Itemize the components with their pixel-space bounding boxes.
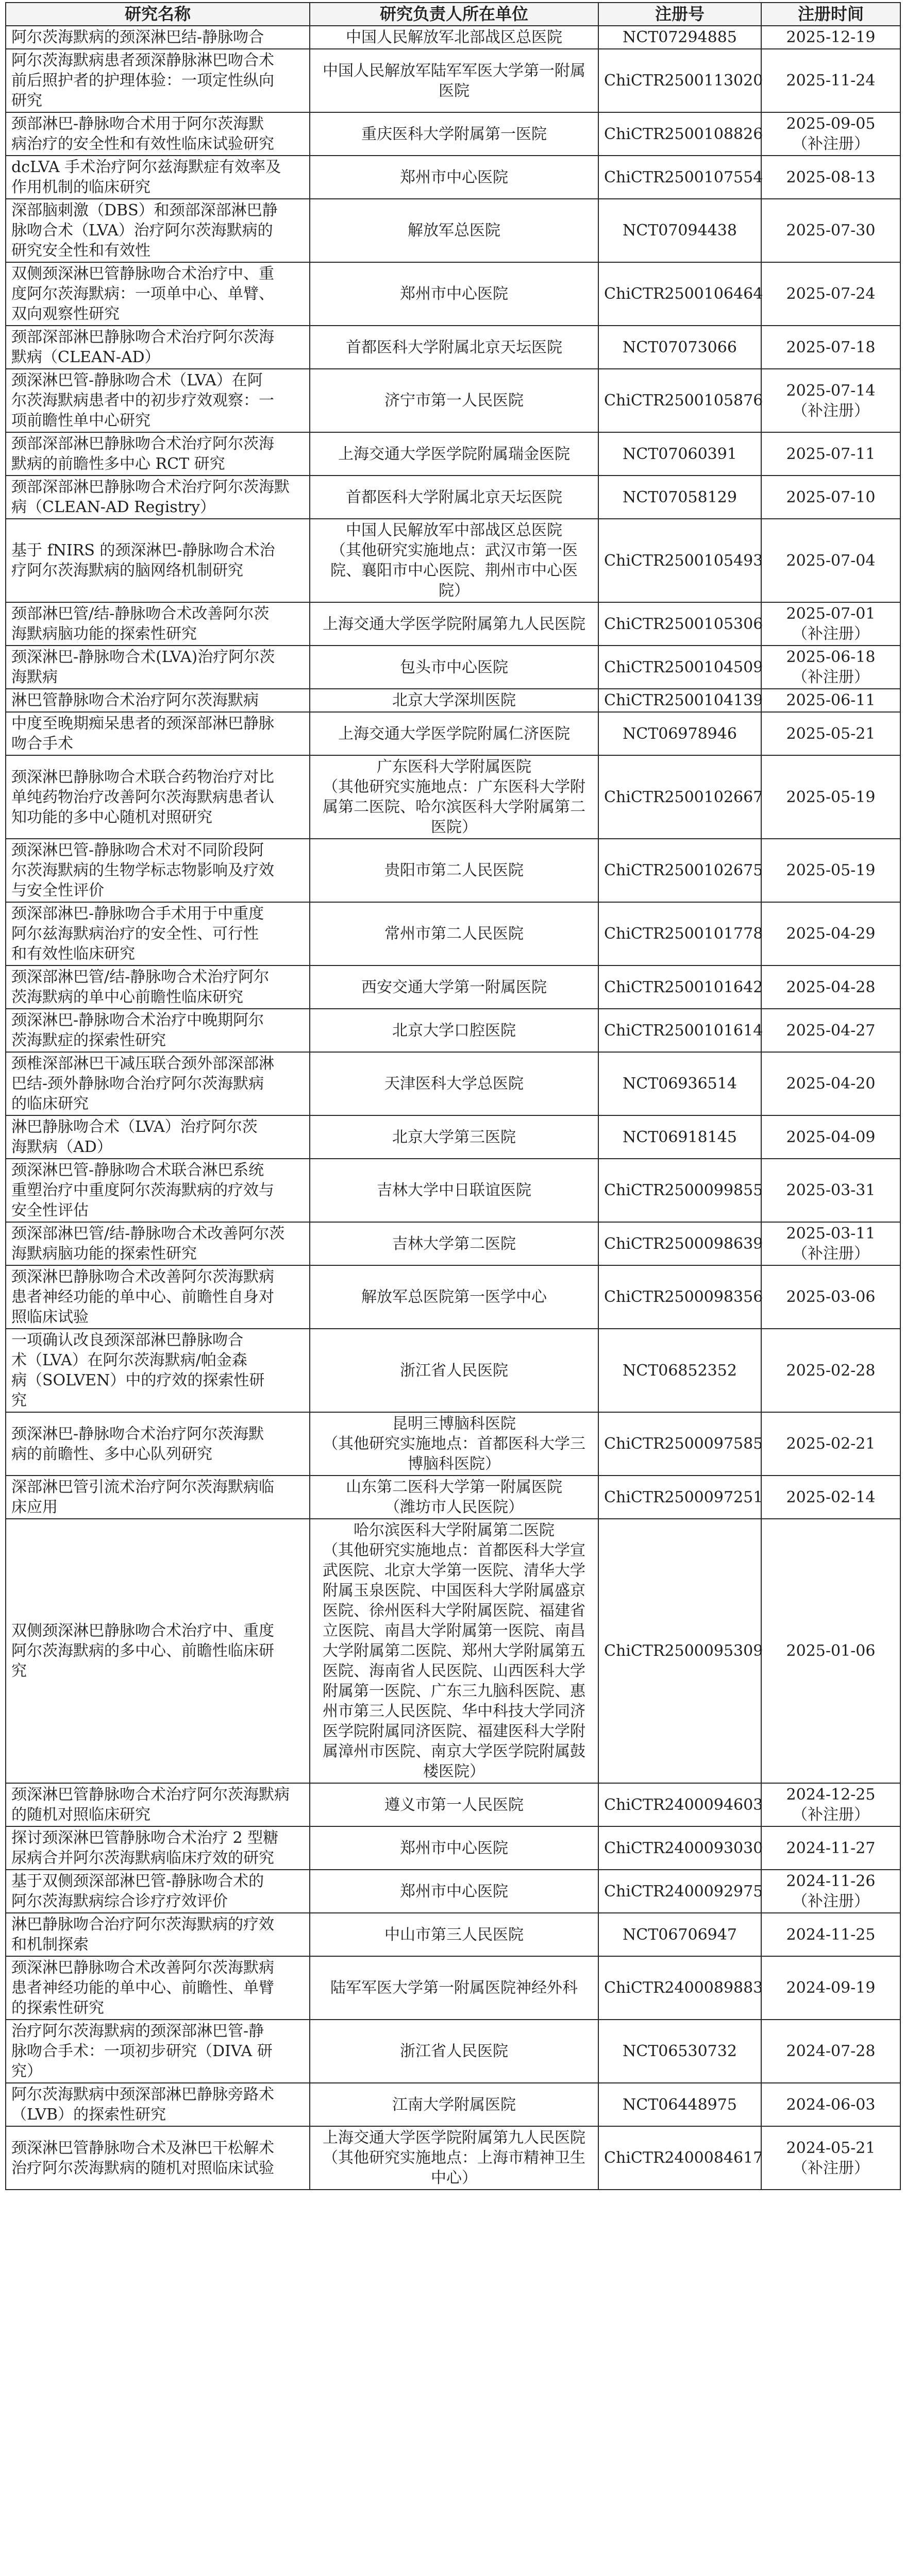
institution-cell: 中国人民解放军中部战区总医院 （其他研究实施地点：武汉市第一医 院、襄阳市中心医院、荆州市中心医 院） <box>310 519 598 602</box>
study-name-cell: dcLVA 手术治疗阿尔兹海默症有效率及 作用机制的临床研究 <box>6 156 310 199</box>
study-name-cell: 一项确认改良颈深部淋巴静脉吻合 术（LVA）在阿尔茨海默病/帕金森 病（SOLVEN）中的疗效的探索性研 究 <box>6 1329 310 1412</box>
registration-number-cell: NCT06530732 <box>598 2020 761 2083</box>
table-row <box>6 1913 900 1956</box>
study-name-cell: 基于 fNIRS 的颈深淋巴-静脉吻合术治 疗阿尔茨海默病的脑网络机制研究 <box>6 519 310 602</box>
registration-date-cell: 2025-09-05 （补注册） <box>761 112 900 156</box>
registration-number-cell: NCT07094438 <box>598 199 761 262</box>
institution-cell: 首都医科大学附属北京天坛医院 <box>310 326 598 369</box>
table-row <box>6 712 900 755</box>
table-row <box>6 26 900 49</box>
registration-date-cell: 2025-05-19 <box>761 839 900 902</box>
registration-number-cell: ChiCTR2500095309 <box>598 1519 761 1783</box>
registration-date-cell: 2025-02-14 <box>761 1476 900 1519</box>
study-name-cell: 颈深淋巴静脉吻合术联合药物治疗对比 单纯药物治疗改善阿尔茨海默病患者认 知功能的多中心随机对照研究 <box>6 755 310 839</box>
table-row <box>6 1265 900 1329</box>
registration-date-cell: 2025-04-20 <box>761 1052 900 1115</box>
study-name-cell: 中度至晚期痴呆患者的颈深部淋巴静脉 吻合手术 <box>6 712 310 755</box>
table-row <box>6 369 900 432</box>
table-row <box>6 1412 900 1476</box>
institution-cell: 哈尔滨医科大学附属第二医院 （其他研究实施地点：首都医科大学宣 武医院、北京大学第一医院、清华大学 附属玉泉医院、中国医科大学附属盛京 医院、徐州医科大学附属医院、福建省 立医院、南昌大学附属第一医院、南昌 大学附属第二医院、郑州大学附属第五 医院、海南省人民医院、山西医科大学 附属第一医院、广东三九脑科医院、惠 州市第三人民医院、华中科技大学同济 医学院附属同济医院、福建医科大学附 属漳州市医院、南京大学医学院附属鼓 楼医院） <box>310 1519 598 1783</box>
registration-number-cell: NCT06918145 <box>598 1115 761 1159</box>
institution-cell: 吉林大学中日联谊医院 <box>310 1159 598 1222</box>
table-body <box>6 26 900 2190</box>
registration-number-cell: NCT06706947 <box>598 1913 761 1956</box>
table-row <box>6 902 900 965</box>
table-row <box>6 1009 900 1052</box>
registration-number-cell: ChiCTR2500102667 <box>598 755 761 839</box>
table-row <box>6 326 900 369</box>
table-row <box>6 839 900 902</box>
study-name-cell: 颈深淋巴管-静脉吻合术（LVA）在阿 尔茨海默病患者中的初步疗效观察：一 项前瞻性单中心研究 <box>6 369 310 432</box>
table-header-row <box>6 3 900 26</box>
institution-cell: 吉林大学第二医院 <box>310 1222 598 1265</box>
registration-date-cell: 2025-06-11 <box>761 689 900 712</box>
study-name-cell: 颈椎深部淋巴干减压联合颈外部深部淋 巴结-颈外静脉吻合治疗阿尔茨海默病 的临床研究 <box>6 1052 310 1115</box>
registration-date-cell: 2025-08-13 <box>761 156 900 199</box>
registration-date-cell: 2024-11-25 <box>761 1913 900 1956</box>
registration-date-cell: 2025-07-24 <box>761 262 900 326</box>
registration-number-cell: NCT07294885 <box>598 26 761 49</box>
table-row <box>6 2020 900 2083</box>
study-name-cell: 淋巴静脉吻合治疗阿尔茨海默病的疗效 和机制探索 <box>6 1913 310 1956</box>
header-study-name: 研究名称 <box>6 3 310 26</box>
registration-date-cell: 2025-02-28 <box>761 1329 900 1412</box>
study-name-cell: 淋巴静脉吻合术（LVA）治疗阿尔茨 海默病（AD） <box>6 1115 310 1159</box>
table-row <box>6 476 900 519</box>
table-row <box>6 689 900 712</box>
registration-number-cell: ChiCTR2500105876 <box>598 369 761 432</box>
registration-date-cell: 2025-03-06 <box>761 1265 900 1329</box>
registration-number-cell: ChiCTR2500098639 <box>598 1222 761 1265</box>
study-name-cell: 双侧颈深淋巴静脉吻合术治疗中、重度 阿尔茨海默病的多中心、前瞻性临床研 究 <box>6 1519 310 1783</box>
registration-number-cell: ChiCTR2500101778 <box>598 902 761 965</box>
table-row <box>6 1870 900 1913</box>
registration-date-cell: 2025-04-09 <box>761 1115 900 1159</box>
registration-number-cell: ChiCTR2400094603 <box>598 1783 761 1826</box>
institution-cell: 江南大学附属医院 <box>310 2083 598 2126</box>
registration-date-cell: 2025-01-06 <box>761 1519 900 1783</box>
study-name-cell: 颈深部淋巴管/结-静脉吻合术改善阿尔茨 海默病脑功能的探索性研究 <box>6 1222 310 1265</box>
registration-date-cell: 2025-07-30 <box>761 199 900 262</box>
institution-cell: 中国人民解放军北部战区总医院 <box>310 26 598 49</box>
study-name-cell: 颈深淋巴-静脉吻合术(LVA)治疗阿尔茨 海默病 <box>6 646 310 689</box>
institution-cell: 上海交通大学医学院附属第九人民医院 （其他研究实施地点：上海市精神卫生 中心） <box>310 2126 598 2190</box>
institution-cell: 中国人民解放军陆军军医大学第一附属 医院 <box>310 49 598 112</box>
registration-date-cell: 2025-07-10 <box>761 476 900 519</box>
registration-number-cell: ChiCTR2400092975 <box>598 1870 761 1913</box>
registration-number-cell: NCT07060391 <box>598 432 761 476</box>
institution-cell: 遵义市第一人民医院 <box>310 1783 598 1826</box>
registration-date-cell: 2025-03-11 （补注册） <box>761 1222 900 1265</box>
institution-cell: 解放军总医院第一医学中心 <box>310 1265 598 1329</box>
registration-number-cell: ChiCTR2400093030 <box>598 1826 761 1870</box>
study-name-cell: 颈深淋巴静脉吻合术改善阿尔茨海默病 患者神经功能的单中心、前瞻性自身对 照临床试验 <box>6 1265 310 1329</box>
registration-number-cell: NCT06978946 <box>598 712 761 755</box>
registration-number-cell: ChiCTR2500101642 <box>598 965 761 1009</box>
registration-number-cell: ChiCTR2500106464 <box>598 262 761 326</box>
table-row <box>6 156 900 199</box>
table-row <box>6 1329 900 1412</box>
study-name-cell: 基于双侧颈深部淋巴管-静脉吻合术的 阿尔茨海默病综合诊疗疗效评价 <box>6 1870 310 1913</box>
institution-cell: 济宁市第一人民医院 <box>310 369 598 432</box>
table-row <box>6 965 900 1009</box>
institution-cell: 首都医科大学附属北京天坛医院 <box>310 476 598 519</box>
registration-date-cell: 2025-12-19 <box>761 26 900 49</box>
institution-cell: 北京大学口腔医院 <box>310 1009 598 1052</box>
table-row <box>6 2083 900 2126</box>
registration-number-cell: NCT06852352 <box>598 1329 761 1412</box>
table-row <box>6 49 900 112</box>
study-name-cell: 颈部深部淋巴静脉吻合术治疗阿尔茨海 默病（CLEAN-AD） <box>6 326 310 369</box>
registration-number-cell: ChiCTR2500101614 <box>598 1009 761 1052</box>
institution-cell: 西安交通大学第一附属医院 <box>310 965 598 1009</box>
registration-number-cell: ChiCTR2500104509 <box>598 646 761 689</box>
study-name-cell: 颈深淋巴管静脉吻合术及淋巴干松解术 治疗阿尔茨海默病的随机对照临床试验 <box>6 2126 310 2190</box>
institution-cell: 郑州市中心医院 <box>310 1826 598 1870</box>
table-row <box>6 199 900 262</box>
institution-cell: 重庆医科大学附属第一医院 <box>310 112 598 156</box>
study-name-cell: 颈部淋巴-静脉吻合术用于阿尔茨海默 病治疗的安全性和有效性临床试验研究 <box>6 112 310 156</box>
table-row <box>6 1159 900 1222</box>
registration-date-cell: 2025-07-11 <box>761 432 900 476</box>
institution-cell: 解放军总医院 <box>310 199 598 262</box>
table-row <box>6 646 900 689</box>
table-row <box>6 262 900 326</box>
table-row <box>6 1476 900 1519</box>
registration-number-cell: ChiCTR2500097585 <box>598 1412 761 1476</box>
registration-date-cell: 2024-11-27 <box>761 1826 900 1870</box>
study-name-cell: 颈深淋巴-静脉吻合术治疗阿尔茨海默 病的前瞻性、多中心队列研究 <box>6 1412 310 1476</box>
institution-cell: 上海交通大学医学院附属瑞金医院 <box>310 432 598 476</box>
registration-number-cell: ChiCTR2500104139 <box>598 689 761 712</box>
study-name-cell: 颈深淋巴管静脉吻合术治疗阿尔茨海默病 的随机对照临床研究 <box>6 1783 310 1826</box>
institution-cell: 北京大学第三医院 <box>310 1115 598 1159</box>
registration-date-cell: 2025-02-21 <box>761 1412 900 1476</box>
registration-date-cell: 2025-05-21 <box>761 712 900 755</box>
table-row <box>6 112 900 156</box>
study-name-cell: 探讨颈深淋巴管静脉吻合术治疗 2 型糖 尿病合并阿尔茨海默病临床疗效的研究 <box>6 1826 310 1870</box>
registration-date-cell: 2025-07-18 <box>761 326 900 369</box>
study-name-cell: 颈深淋巴-静脉吻合术治疗中晚期阿尔 茨海默症的探索性研究 <box>6 1009 310 1052</box>
registration-number-cell: ChiCTR2500105493 <box>598 519 761 602</box>
registration-number-cell: ChiCTR2500099855 <box>598 1159 761 1222</box>
study-name-cell: 阿尔茨海默病患者颈深静脉淋巴吻合术 前后照护者的护理体验：一项定性纵向 研究 <box>6 49 310 112</box>
registration-number-cell: ChiCTR2500102675 <box>598 839 761 902</box>
study-name-cell: 颈深淋巴管-静脉吻合术对不同阶段阿 尔茨海默病的生物学标志物影响及疗效 与安全性评价 <box>6 839 310 902</box>
registration-date-cell: 2024-11-26 （补注册） <box>761 1870 900 1913</box>
institution-cell: 上海交通大学医学院附属仁济医院 <box>310 712 598 755</box>
registration-date-cell: 2025-06-18 （补注册） <box>761 646 900 689</box>
institution-cell: 中山市第三人民医院 <box>310 1913 598 1956</box>
institution-cell: 陆军军医大学第一附属医院神经外科 <box>310 1956 598 2020</box>
study-name-cell: 颈深部淋巴管/结-静脉吻合术治疗阿尔 茨海默病的单中心前瞻性临床研究 <box>6 965 310 1009</box>
institution-cell: 郑州市中心医院 <box>310 1870 598 1913</box>
table-row <box>6 1115 900 1159</box>
table-row <box>6 1519 900 1783</box>
header-registration-date: 注册时间 <box>761 3 900 26</box>
registration-number-cell: ChiCTR2400084617 <box>598 2126 761 2190</box>
table-row <box>6 2126 900 2190</box>
study-name-cell: 阿尔茨海默病的颈深淋巴结-静脉吻合 <box>6 26 310 49</box>
table-row <box>6 1826 900 1870</box>
registration-date-cell: 2024-09-19 <box>761 1956 900 2020</box>
institution-cell: 天津医科大学总医院 <box>310 1052 598 1115</box>
registration-date-cell: 2024-05-21 （补注册） <box>761 2126 900 2190</box>
registration-number-cell: ChiCTR2500108826 <box>598 112 761 156</box>
institution-cell: 浙江省人民医院 <box>310 1329 598 1412</box>
table-row <box>6 602 900 646</box>
registration-number-cell: ChiCTR2500107554 <box>598 156 761 199</box>
registration-number-cell: ChiCTR2500105306 <box>598 602 761 646</box>
registration-date-cell: 2025-05-19 <box>761 755 900 839</box>
study-name-cell: 颈部淋巴管/结-静脉吻合术改善阿尔茨 海默病脑功能的探索性研究 <box>6 602 310 646</box>
study-name-cell: 颈部深部淋巴静脉吻合术治疗阿尔茨海 默病的前瞻性多中心 RCT 研究 <box>6 432 310 476</box>
institution-cell: 山东第二医科大学第一附属医院 （潍坊市人民医院） <box>310 1476 598 1519</box>
registration-date-cell: 2025-11-24 <box>761 49 900 112</box>
table-row <box>6 519 900 602</box>
institution-cell: 郑州市中心医院 <box>310 156 598 199</box>
table-row <box>6 1052 900 1115</box>
trial-registry-table <box>5 2 901 2190</box>
study-name-cell: 治疗阿尔茨海默病的颈深部淋巴管-静 脉吻合手术：一项初步研究（DIVA 研 究） <box>6 2020 310 2083</box>
registration-date-cell: 2025-07-01 （补注册） <box>761 602 900 646</box>
table-row <box>6 1956 900 2020</box>
study-name-cell: 阿尔茨海默病中颈深部淋巴静脉旁路术 （LVB）的探索性研究 <box>6 2083 310 2126</box>
registration-date-cell: 2024-12-25 （补注册） <box>761 1783 900 1826</box>
institution-cell: 北京大学深圳医院 <box>310 689 598 712</box>
study-name-cell: 双侧颈深淋巴管静脉吻合术治疗中、重 度阿尔茨海默病：一项单中心、单臂、 双向观察性研究 <box>6 262 310 326</box>
study-name-cell: 深部脑刺激（DBS）和颈部深部淋巴静 脉吻合术（LVA）治疗阿尔茨海默病的 研究安全性和有效性 <box>6 199 310 262</box>
institution-cell: 郑州市中心医院 <box>310 262 598 326</box>
registration-date-cell: 2024-07-28 <box>761 2020 900 2083</box>
registration-date-cell: 2025-07-04 <box>761 519 900 602</box>
institution-cell: 上海交通大学医学院附属第九人民医院 <box>310 602 598 646</box>
registration-number-cell: ChiCTR2500098356 <box>598 1265 761 1329</box>
table-row <box>6 1783 900 1826</box>
registration-number-cell: ChiCTR2400089883 <box>598 1956 761 2020</box>
table-row <box>6 755 900 839</box>
institution-cell: 贵阳市第二人民医院 <box>310 839 598 902</box>
table-row <box>6 1222 900 1265</box>
registration-date-cell: 2025-04-27 <box>761 1009 900 1052</box>
study-name-cell: 颈深部淋巴-静脉吻合手术用于中重度 阿尔兹海默病治疗的安全性、可行性 和有效性临床研究 <box>6 902 310 965</box>
table-row <box>6 432 900 476</box>
study-name-cell: 深部淋巴管引流术治疗阿尔茨海默病临 床应用 <box>6 1476 310 1519</box>
institution-cell: 浙江省人民医院 <box>310 2020 598 2083</box>
institution-cell: 昆明三博脑科医院 （其他研究实施地点：首都医科大学三 博脑科医院） <box>310 1412 598 1476</box>
study-name-cell: 颈深淋巴静脉吻合术改善阿尔茨海默病 患者神经功能的单中心、前瞻性、单臂 的探索性研究 <box>6 1956 310 2020</box>
registration-number-cell: NCT06936514 <box>598 1052 761 1115</box>
institution-cell: 广东医科大学附属医院 （其他研究实施地点：广东医科大学附 属第二医院、哈尔滨医科大学附属第二 医院） <box>310 755 598 839</box>
registration-number-cell: NCT07058129 <box>598 476 761 519</box>
institution-cell: 常州市第二人民医院 <box>310 902 598 965</box>
registration-number-cell: NCT06448975 <box>598 2083 761 2126</box>
registration-date-cell: 2025-03-31 <box>761 1159 900 1222</box>
study-name-cell: 颈部深部淋巴静脉吻合术治疗阿尔茨海默 病（CLEAN-AD Registry） <box>6 476 310 519</box>
header-institution: 研究负责人所在单位 <box>310 3 598 26</box>
study-name-cell: 颈深淋巴管-静脉吻合术联合淋巴系统 重塑治疗中重度阿尔茨海默病的疗效与 安全性评估 <box>6 1159 310 1222</box>
registration-number-cell: NCT07073066 <box>598 326 761 369</box>
registration-number-cell: ChiCTR2500113020 <box>598 49 761 112</box>
registration-number-cell: ChiCTR2500097251 <box>598 1476 761 1519</box>
registration-date-cell: 2025-07-14 （补注册） <box>761 369 900 432</box>
study-name-cell: 淋巴管静脉吻合术治疗阿尔茨海默病 <box>6 689 310 712</box>
header-registration-number: 注册号 <box>598 3 761 26</box>
registration-date-cell: 2025-04-28 <box>761 965 900 1009</box>
institution-cell: 包头市中心医院 <box>310 646 598 689</box>
registration-date-cell: 2024-06-03 <box>761 2083 900 2126</box>
registration-date-cell: 2025-04-29 <box>761 902 900 965</box>
